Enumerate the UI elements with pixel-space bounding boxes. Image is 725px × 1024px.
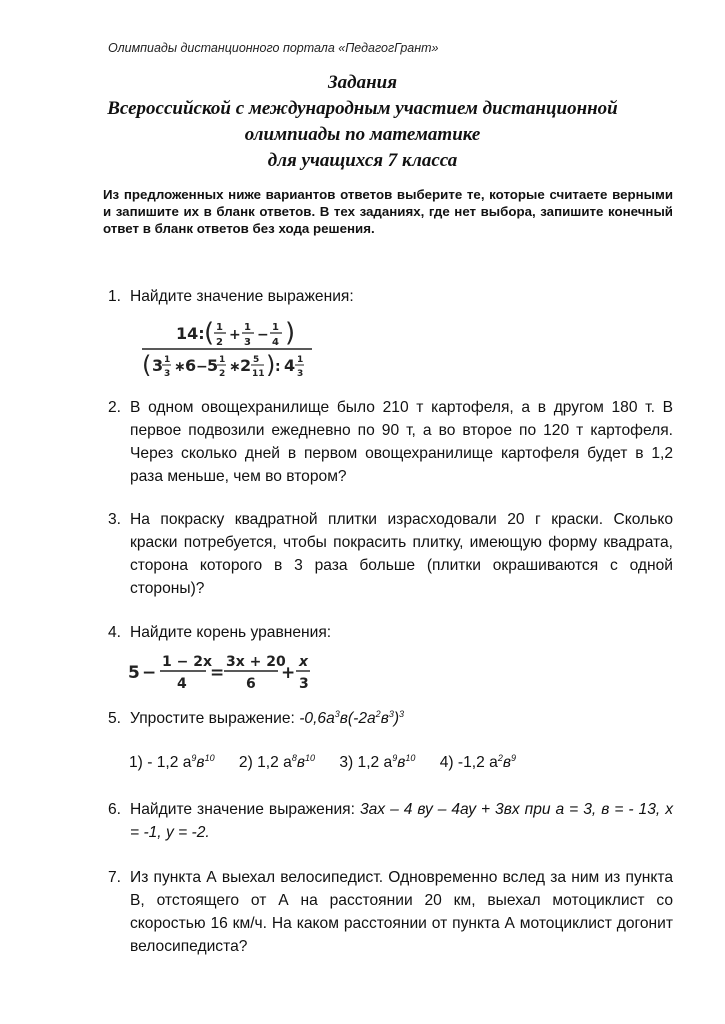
svg-text:2: 2 bbox=[240, 356, 252, 375]
task-1 bbox=[108, 285, 673, 308]
svg-text:(: ( bbox=[142, 351, 152, 379]
expression: 3ах – 4 ву – 4ау + 3вх при а = 3, в = - 13, х = -1, у = -2. bbox=[130, 801, 673, 841]
task-text: Упростите выражение: $-0,6а^3в(-2а^2в^3)^3$ bbox=[130, 709, 405, 727]
task-number: 5. bbox=[108, 710, 122, 727]
task-number: 1. bbox=[108, 288, 122, 305]
svg-text:3: 3 bbox=[152, 356, 164, 375]
svg-text:1: 1 bbox=[219, 355, 226, 365]
svg-text:3x + 20: 3x + 20 bbox=[226, 654, 286, 670]
formula-text: 14: bbox=[176, 324, 205, 343]
title-line: олимпиады по математике bbox=[244, 124, 481, 145]
svg-text:=: = bbox=[210, 663, 225, 683]
svg-text:1: 1 bbox=[164, 355, 171, 365]
title-line: для учащихся 7 класса bbox=[267, 150, 458, 171]
task-3 bbox=[108, 508, 673, 600]
svg-text:(: ( bbox=[204, 318, 215, 348]
task-7 bbox=[108, 866, 673, 958]
task-text: На покраску квадратной плитки израсходовали 20 г краски. Сколько краски потребуется, чтобы покрасить плитку, имеющую форму квадрата, сторона которого в 3 раза больше (плитки окрашиваются с одной стороны)? bbox=[130, 511, 673, 597]
svg-text:): ) bbox=[266, 351, 276, 379]
svg-text:1: 1 bbox=[297, 355, 304, 365]
task-number: 3. bbox=[108, 511, 122, 528]
svg-text:+: + bbox=[229, 327, 241, 343]
svg-text:2: 2 bbox=[219, 369, 226, 379]
svg-text:5: 5 bbox=[128, 663, 140, 683]
task-number: 2. bbox=[108, 399, 122, 416]
task-text: Найдите корень уравнения: bbox=[130, 624, 332, 641]
svg-text:4: 4 bbox=[177, 676, 187, 692]
task-text: Найдите значение выражения: bbox=[130, 288, 354, 305]
answer-option[interactable]: 4) -1,2 $а^2в^9$ bbox=[439, 753, 516, 771]
svg-text:5: 5 bbox=[253, 355, 260, 365]
title-line: Всероссийской с международным участием дистанционной bbox=[107, 98, 618, 119]
svg-text:3: 3 bbox=[164, 369, 171, 379]
portal-header: Олимпиады дистанционного портала «ПедагогГрант» bbox=[108, 41, 439, 55]
task-4 bbox=[108, 621, 673, 644]
answer-option[interactable]: 1) - 1,2 $а^9в^{10}$ bbox=[129, 753, 215, 771]
svg-text:5: 5 bbox=[207, 356, 219, 375]
task-text: Из пункта А выехал велосипедист. Одновременно вслед за ним из пункта В, отстоящего от А на расстоянии 20 км, выехал мотоциклист со скоростью 16 км/ч. На каком расстоянии от пункта А мотоциклист догонит велосипедиста? bbox=[130, 869, 673, 955]
formula-task-1 bbox=[140, 315, 320, 387]
svg-text:3: 3 bbox=[244, 337, 251, 348]
svg-text:∗: ∗ bbox=[229, 359, 241, 375]
svg-text:2: 2 bbox=[216, 337, 223, 348]
task-text: В одном овощехранилище было 210 т картофеля, а в другом 180 т. В первое подвозили ежедневно по 90 т, а во второе по 120 т картофеля. Через сколько дней в первом овощехранилище картофеля будет в 1,2 раза меньше, чем во втором? bbox=[130, 399, 673, 485]
answer-option[interactable]: 3) 1,2 $а^9в^{10}$ bbox=[339, 753, 416, 771]
svg-text:1: 1 bbox=[244, 322, 251, 333]
svg-text:6: 6 bbox=[246, 676, 256, 692]
answer-options bbox=[129, 754, 536, 772]
svg-text:3: 3 bbox=[299, 676, 309, 692]
task-number: 7. bbox=[108, 869, 122, 886]
svg-text:3: 3 bbox=[297, 369, 304, 379]
task-2 bbox=[108, 396, 673, 488]
svg-text:11: 11 bbox=[252, 369, 265, 379]
title-line: Задания bbox=[328, 72, 397, 93]
task-text: Найдите значение выражения: 3ах – 4 ву – 4ау + 3вх при а = 3, в = - 13, х = -1, у = -2. bbox=[130, 801, 673, 841]
svg-text:): ) bbox=[285, 318, 296, 348]
svg-text:1 − 2x: 1 − 2x bbox=[162, 654, 212, 670]
svg-text:x: x bbox=[299, 654, 309, 670]
document-title bbox=[60, 70, 665, 174]
instructions: Из предложенных ниже вариантов ответов выберите те, которые считаете верными и запишите их в бланк ответов. В тех заданиях, где нет выбора, запишите конечный ответ в бланк ответов без хода решения. bbox=[103, 187, 673, 236]
svg-text::: : bbox=[275, 359, 281, 375]
svg-text:4: 4 bbox=[284, 356, 296, 375]
task-5 bbox=[108, 707, 673, 730]
svg-text:−: − bbox=[257, 327, 269, 343]
svg-text:−: − bbox=[142, 663, 157, 683]
svg-text:4: 4 bbox=[272, 337, 279, 348]
task-6 bbox=[108, 798, 673, 844]
expression: $-0,6а^3в(-2а^2в^3)^3$ bbox=[299, 709, 405, 727]
svg-text:1: 1 bbox=[216, 322, 223, 333]
task-number: 6. bbox=[108, 801, 122, 818]
svg-text:∗: ∗ bbox=[174, 359, 186, 375]
svg-text:−: − bbox=[196, 359, 208, 375]
svg-text:1: 1 bbox=[272, 322, 279, 333]
formula-task-4 bbox=[126, 648, 316, 696]
answer-option[interactable]: 2) 1,2 $а^8в^{10}$ bbox=[238, 753, 315, 771]
svg-text:+: + bbox=[281, 663, 296, 683]
task-number: 4. bbox=[108, 624, 122, 641]
svg-text:6: 6 bbox=[185, 356, 197, 375]
